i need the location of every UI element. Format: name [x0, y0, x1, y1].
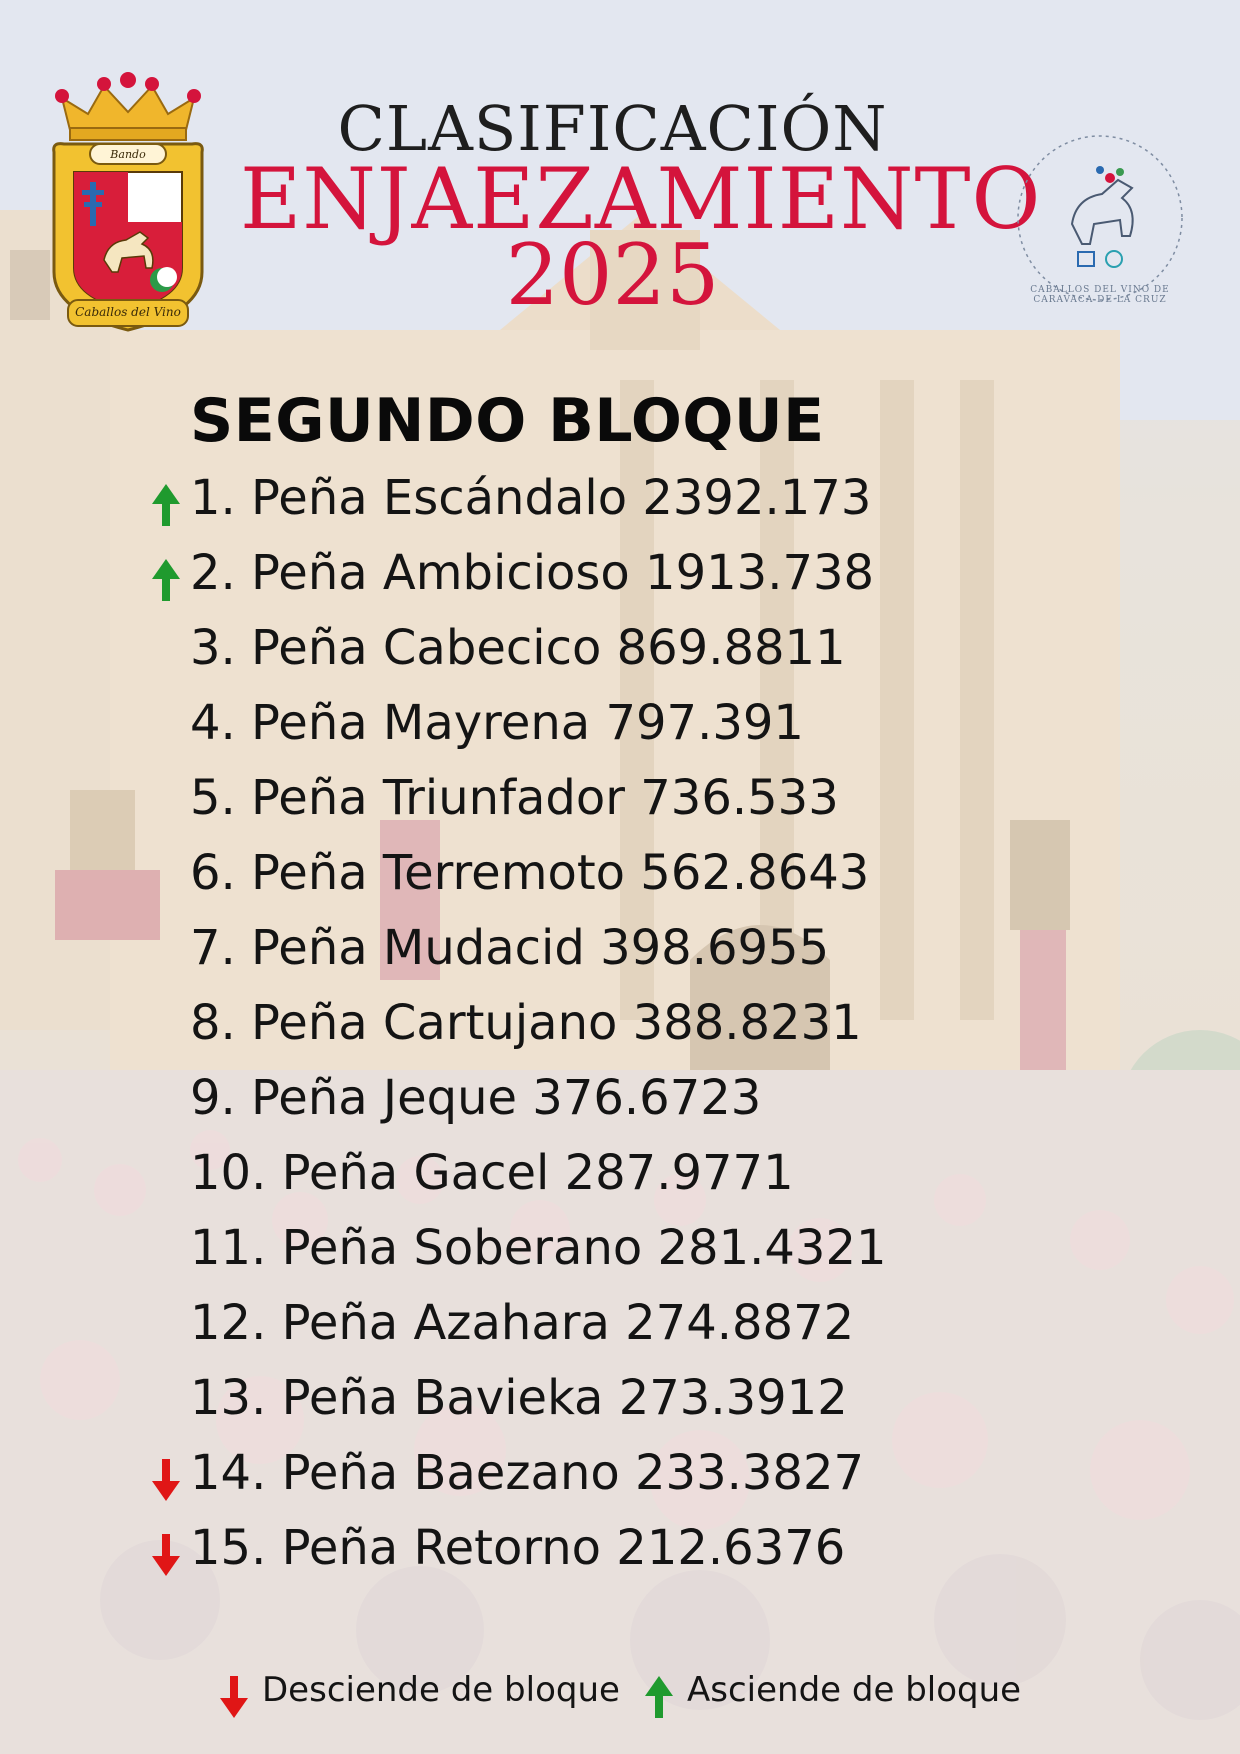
title-enjaezamiento: ENJAEZAMIENTO [240, 150, 1042, 248]
ranking-text: 10. Peña Gacel 287.9771 [190, 1145, 794, 1201]
arrow-down-icon [220, 1676, 248, 1718]
ranking-row [190, 1220, 887, 1294]
ranking-row [190, 470, 871, 544]
crest-label: Caballos del Vino [75, 305, 181, 319]
ranking-row [190, 1520, 845, 1594]
ranking-row [190, 845, 869, 919]
ranking-row [190, 995, 862, 1069]
ranking-row [190, 770, 839, 844]
legend-down-label: Desciende de bloque [262, 1670, 620, 1710]
arrow-up-icon [152, 559, 180, 601]
legend-up-label: Asciende de bloque [687, 1670, 1022, 1710]
ranking-text: 5. Peña Triunfador 736.533 [190, 770, 839, 826]
ranking-text: 9. Peña Jeque 376.6723 [190, 1070, 762, 1126]
ranking-text: 11. Peña Soberano 281.4321 [190, 1220, 887, 1276]
ranking-text: 8. Peña Cartujano 388.8231 [190, 995, 862, 1051]
ranking-row [190, 545, 874, 619]
ranking-text: 3. Peña Cabecico 869.8811 [190, 620, 846, 676]
ranking-row [190, 920, 829, 994]
ranking-text: 7. Peña Mudacid 398.6955 [190, 920, 830, 976]
ranking-row [190, 1370, 848, 1444]
ranking-text: 4. Peña Mayrena 797.391 [190, 695, 804, 751]
ranking-text: 1. Peña Escándalo 2392.173 [190, 470, 872, 526]
ranking-row [190, 695, 804, 769]
ranking-row [190, 1145, 794, 1219]
ranking-row [190, 1070, 761, 1144]
ranking-row [190, 620, 846, 694]
bando-crest-logo [48, 72, 208, 334]
seal-label: CABALLOS DEL VINO DE CARAVACA DE LA CRUZ [1030, 285, 1170, 305]
arrow-up-icon [152, 484, 180, 526]
crest-top-label: Bando [110, 148, 146, 161]
caballos-del-vino-seal-logo [1010, 128, 1190, 308]
arrow-down-icon [152, 1459, 180, 1501]
ranking-text: 13. Peña Bavieka 273.3912 [190, 1370, 848, 1426]
ranking-text: 15. Peña Retorno 212.6376 [190, 1520, 846, 1576]
title-year: 2025 [505, 226, 720, 324]
ranking-row [190, 1445, 864, 1519]
block-title: SEGUNDO BLOQUE [190, 386, 825, 456]
title-clasificacion: CLASIFICACIÓN [337, 92, 888, 165]
arrow-up-icon [645, 1676, 673, 1718]
ranking-text: 2. Peña Ambicioso 1913.738 [190, 545, 875, 601]
arrow-down-icon [152, 1534, 180, 1576]
ranking-row [190, 1295, 854, 1369]
ranking-text: 14. Peña Baezano 233.3827 [190, 1445, 865, 1501]
ranking-text: 6. Peña Terremoto 562.8643 [190, 845, 870, 901]
ranking-text: 12. Peña Azahara 274.8872 [190, 1295, 855, 1351]
